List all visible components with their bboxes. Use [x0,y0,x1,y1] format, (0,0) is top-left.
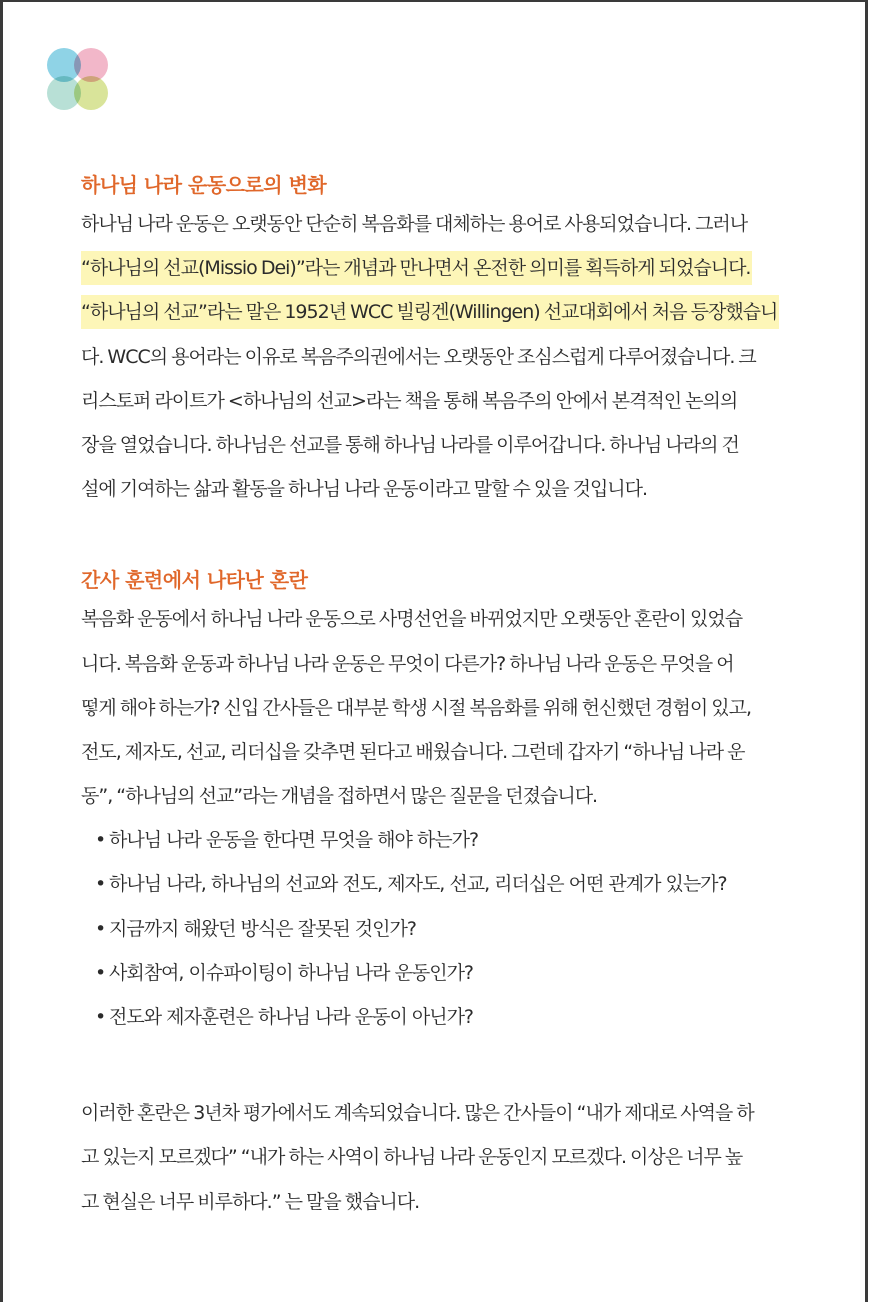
paragraph-line: 고 있는지 모르겠다” “내가 하는 사역이 하나님 나라 운동인지 모르겠다. 이상은 너무 높 [81,1146,743,1169]
list-item [95,951,805,995]
paragraph-line: 동”, “하나님의 선교”라는 개념을 접하면서 많은 질문을 던졌습니다. [81,785,598,808]
list-item-text: 지금까지 해왔던 방식은 잘못된 것인가? [109,917,416,940]
paragraph-staff-training [81,597,805,818]
list-item [95,862,805,906]
paragraph-line-highlighted [81,246,805,290]
paragraph-evaluation [81,1091,805,1224]
paragraph-line: 이러한 혼란은 3년차 평가에서도 계속되었습니다. 많은 간사들이 “내가 제대로 사역을 하 [81,1102,754,1125]
bullet-icon: • [95,829,106,852]
paragraph-line: 전도, 제자도, 선교, 리더십을 갖추면 된다고 배웠습니다. 그런데 갑자기 “하나님 나라 운 [81,740,745,763]
list-item [95,907,805,951]
four-circles-logo-icon [47,48,111,112]
bullet-icon: • [95,1006,106,1028]
highlighted-text: “하나님의 선교”라는 말은 1952년 WCC 빌링겐(Willingen) 선교대회에서 처음 등장했습니 [81,295,779,329]
paragraph-line: 장을 열었습니다. 하나님은 선교를 통해 하나님 나라를 이루어갑니다. 하나님 나라의 건 [81,433,739,456]
question-list [81,818,805,1039]
paragraph-line: 다. WCC의 용어라는 이유로 복음주의권에서는 오랫동안 조심스럽게 다루어졌습니다. 크 [81,345,756,368]
logo-circle-lime [74,76,108,110]
paragraph-line: 리스토퍼 라이트가 <하나님의 선교>라는 책을 통해 복음주의 안에서 본격적인 논의의 [81,389,738,412]
list-item [95,818,805,862]
paragraph-line: 고 현실은 너무 비루하다.” 는 말을 했습니다. [81,1190,420,1213]
section-heading-kingdom-movement: 하나님 나라 운동으로의 변화 [81,173,327,197]
paragraph-kingdom-movement [81,202,805,511]
bullet-icon: • [95,961,106,984]
list-item-text: 전도와 제자훈련은 하나님 나라 운동이 아닌가? [109,1006,474,1028]
list-item-text: 사회참여, 이슈파이팅이 하나님 나라 운동인가? [109,961,474,984]
list-item [95,995,805,1039]
paragraph-line: 떻게 해야 하는가? 신입 간사들은 대부분 학생 시절 복음화를 위해 헌신했던 경험이 있고, [81,696,751,719]
paragraph-line-highlighted [81,290,805,334]
paragraph-line: 니다. 복음화 운동과 하나님 나라 운동은 무엇이 다른가? 하나님 나라 운동은 무엇을 어 [81,652,734,675]
bullet-icon: • [95,873,106,896]
section-heading-staff-training: 간사 훈련에서 나타난 혼란 [81,568,308,593]
paragraph-line: 설에 기여하는 삶과 활동을 하나님 나라 운동이라고 말할 수 있을 것입니다. [81,478,648,501]
paragraph-line: 하나님 나라 운동은 오랫동안 단순히 복음화를 대체하는 용어로 사용되었습니다. 그러나 [81,213,748,235]
bullet-icon: • [95,917,106,940]
document-body [81,168,805,1224]
paragraph-line: 복음화 운동에서 하나님 나라 운동으로 사명선언을 바뀌었지만 오랫동안 혼란이 있었습 [81,608,743,631]
list-item-text: 하나님 나라 운동을 한다면 무엇을 해야 하는가? [109,829,479,852]
list-item-text: 하나님 나라, 하나님의 선교와 전도, 제자도, 선교, 리더십은 어떤 관계가 있는가? [109,873,727,896]
highlighted-text: “하나님의 선교(Missio Dei)”라는 개념과 만나면서 온전한 의미를 획득하게 되었습니다. [81,251,752,285]
